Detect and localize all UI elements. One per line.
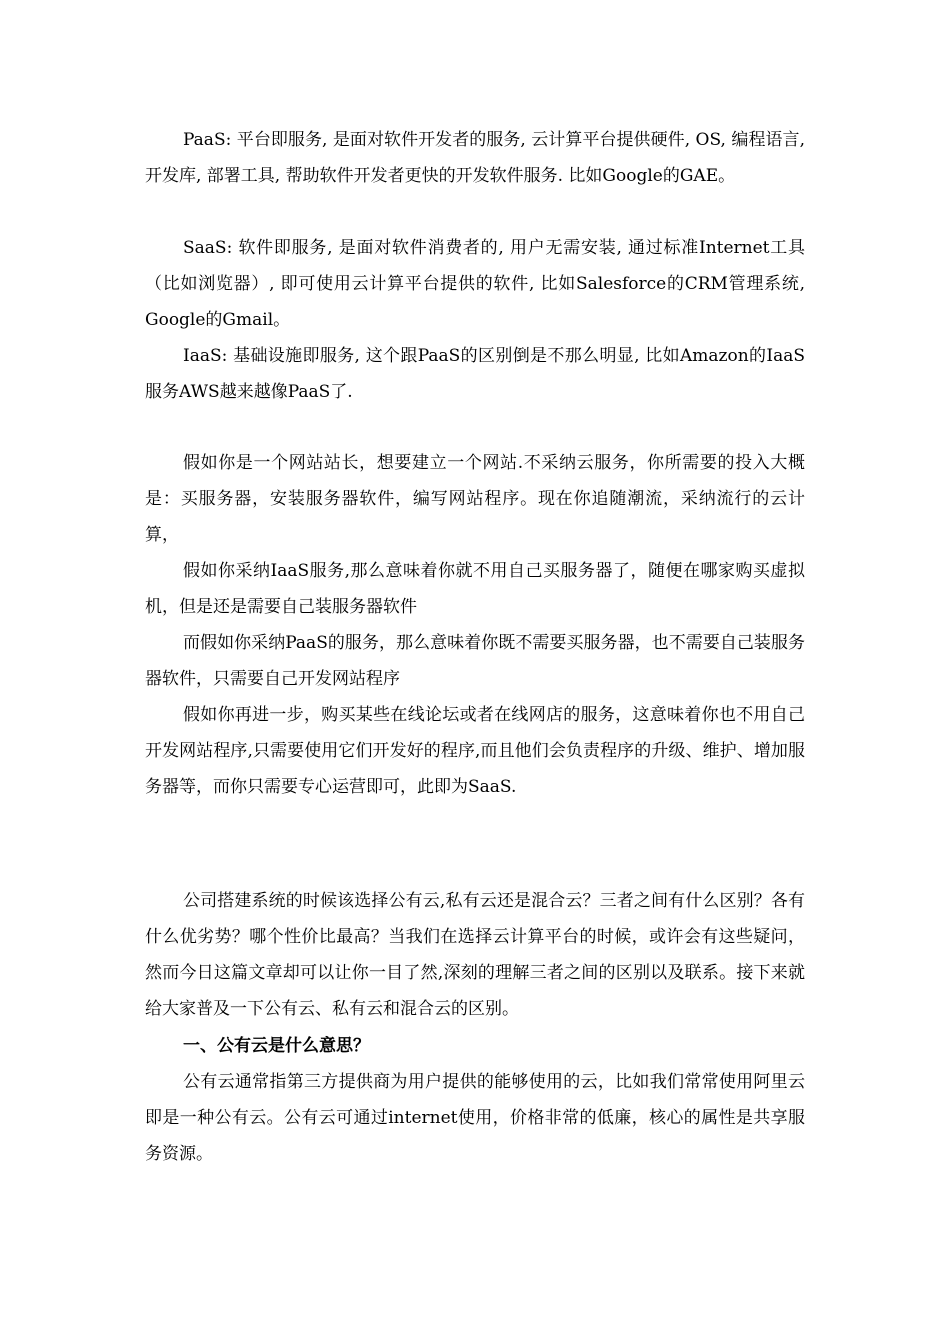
- iaas-paragraph: IaaS: 基础设施即服务, 这个跟PaaS的区别倒是不那么明显, 比如Amazon的IaaS服务AWS越来越像PaaS了.: [145, 346, 805, 402]
- paas-paragraph: PaaS: 平台即服务, 是面对软件开发者的服务, 云计算平台提供硬件, OS, 编程语言, 开发库, 部署工具, 帮助软件开发者更快的开发软件服务. 比如Google的GAE。: [145, 130, 805, 186]
- paas-case-paragraph: 而假如你采纳PaaS的服务，那么意味着你既不需要买服务器，也不需要自己装服务器软件，只需要自己开发网站程序: [145, 633, 805, 689]
- public-cloud-heading: 一、公有云是什么意思？: [183, 1036, 370, 1056]
- webmaster-intro-paragraph: 假如你是一个网站站长，想要建立一个网站.不采纳云服务，你所需要的投入大概是：买服务器，安装服务器软件，编写网站程序。现在你追随潮流，采纳流行的云计算，: [145, 453, 805, 545]
- public-cloud-paragraph: 公有云通常指第三方提供商为用户提供的能够使用的云，比如我们常常使用阿里云即是一种公有云。公有云可通过internet使用，价格非常的低廉，核心的属性是共享服务资源。: [145, 1072, 805, 1164]
- iaas-case-paragraph: 假如你采纳IaaS服务,那么意味着你就不用自己买服务器了，随便在哪家购买虚拟机，但是还是需要自己装服务器软件: [145, 561, 805, 617]
- saas-case-paragraph: 假如你再进一步，购买某些在线论坛或者在线网店的服务，这意味着你也不用自己开发网站程序,只需要使用它们开发好的程序,而且他们会负责程序的升级、维护、增加服务器等，而你只需要专心运营即可，此即为SaaS.: [145, 705, 805, 797]
- cloud-types-intro-paragraph: 公司搭建系统的时候该选择公有云,私有云还是混合云？三者之间有什么区别？各有什么优劣势？哪个性价比最高？当我们在选择云计算平台的时候，或许会有这些疑问，然而今日这篇文章却可以让你一目了然,深刻的理解三者之间的区别以及联系。接下来就给大家普及一下公有云、私有云和混合云的区别。: [145, 891, 805, 1019]
- saas-paragraph: SaaS: 软件即服务, 是面对软件消费者的, 用户无需安装, 通过标准Internet工具（比如浏览器）, 即可使用云计算平台提供的软件, 比如Salesforce的CRM管理系统, Google的Gmail。: [145, 238, 805, 330]
